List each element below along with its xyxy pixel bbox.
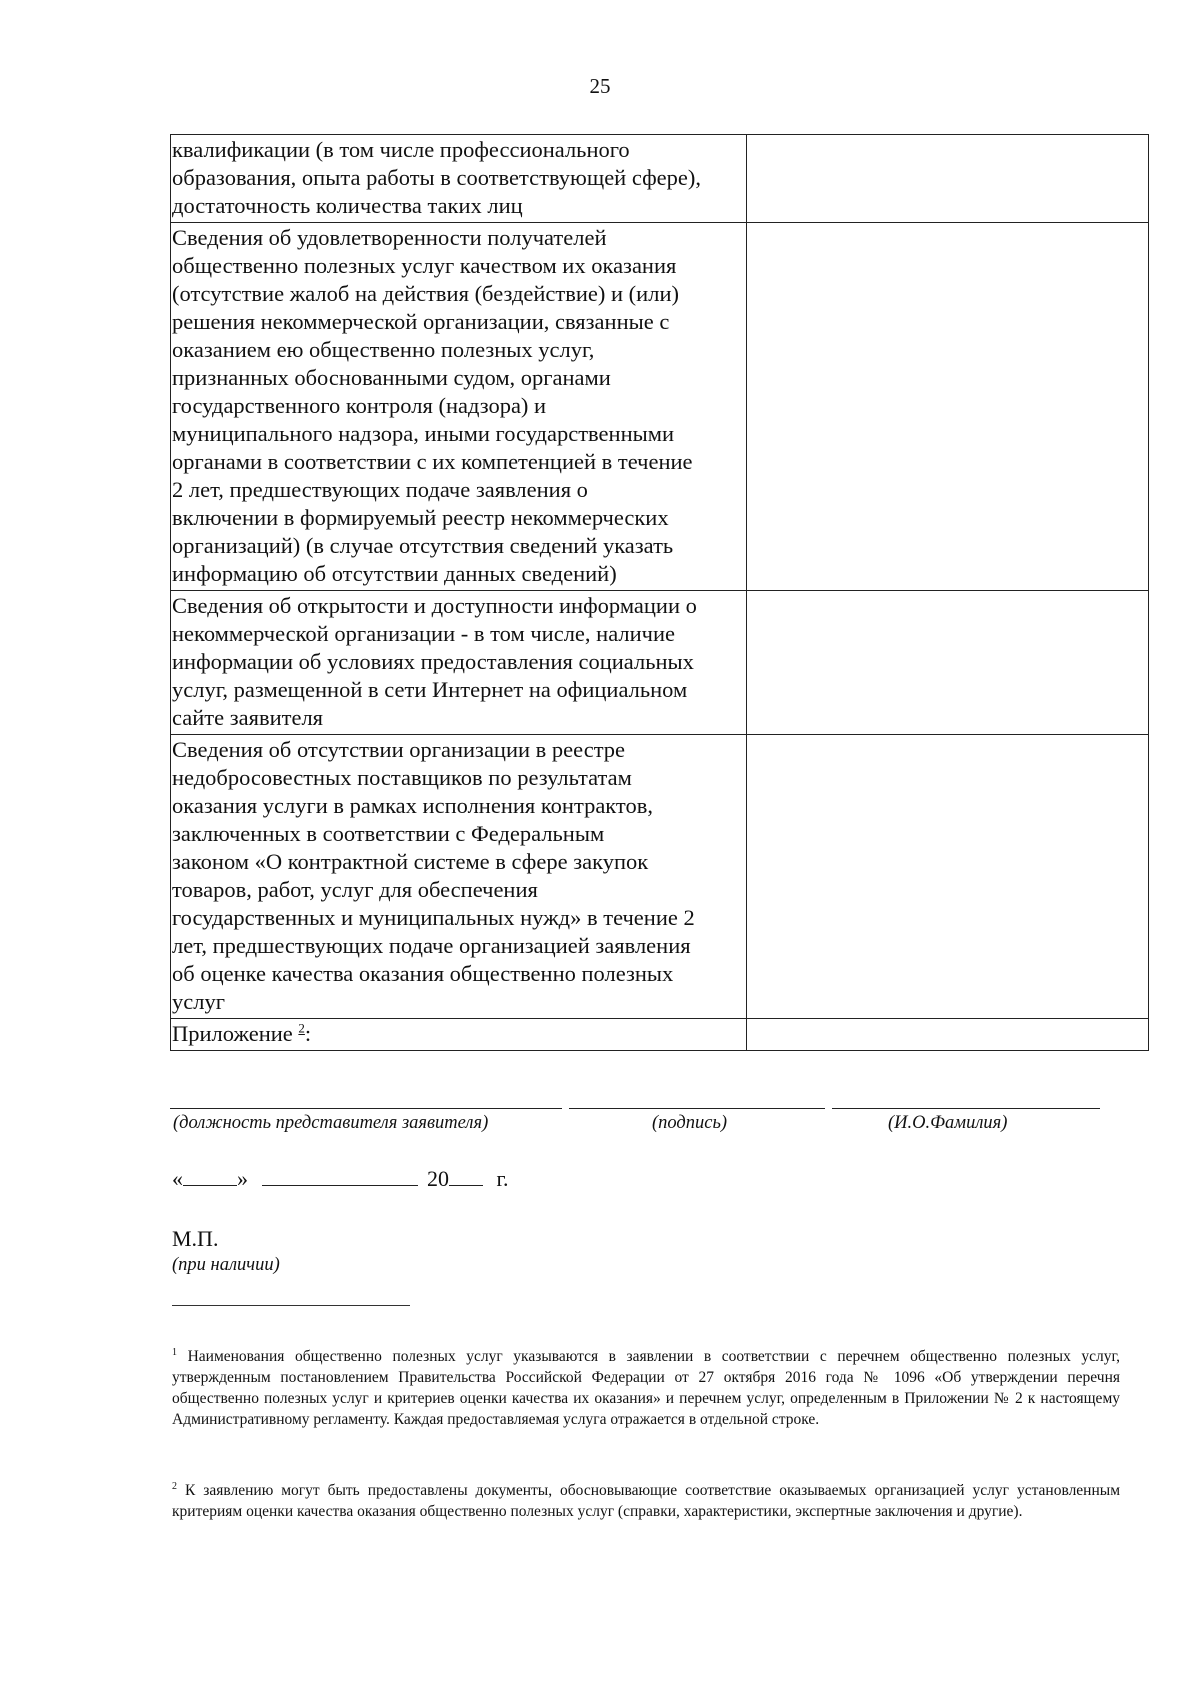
value-cell[interactable] [747,591,1149,735]
attachment-label: Приложение [172,1021,299,1046]
criterion-text: Сведения об отсутствии организации в реестре недобросовестных поставщиков по результатам оказания услуги в рамках исполнения контрактов, заключенных в соответствии с Федеральным законом «О контрактной системе в сфере закупок товаров, работ, услуг для обеспечения государственных и муниципальных нужд» в течение 2 лет, предшествующих подаче организацией заявления об оценке качества оказания общественно полезных услуг [172,737,695,1014]
criterion-cell [171,591,747,735]
criterion-cell [171,735,747,1019]
criterion-cell [171,223,747,591]
day-blank[interactable] [183,1167,237,1186]
year-suffix: г. [496,1166,509,1191]
date-row [172,1166,509,1192]
footnote-ref[interactable]: 2 [298,1020,305,1036]
signature-caption: (подпись) [652,1113,728,1133]
position-caption: (должность представителя заявителя) [173,1113,489,1133]
close-quote: » [237,1166,248,1191]
criteria-table [170,134,1149,1051]
criterion-text: Сведения об открытости и доступности информации о некоммерческой организации - в том числе, наличие информации об условиях предоставления социальных услуг, размещенной в сети Интернет на официальном сайте заявителя [172,593,697,730]
criterion-text: Сведения об удовлетворенности получателей общественно полезных услуг качеством их оказания (отсутствие жалоб на действия (бездействие) и (или) решения некоммерческой организации, связанные с оказанием ею общественно полезных услуг, признанных обоснованными судом, органами государственного контроля (надзора) и муниципального надзора, иными государственными органами в соответствии с их компетенцией в течение 2 лет, предшествующих подаче заявления о включении в формируемый реестр некоммерческих организаций) (в случае отсутствия сведений указать информацию об отсутствии данных сведений) [172,225,693,586]
value-cell[interactable] [747,1019,1149,1051]
footnote-divider [172,1305,410,1306]
footnote-mark: 1 [172,1347,177,1358]
criterion-cell [171,135,747,223]
table-row [171,223,1149,591]
table-row [171,135,1149,223]
attachment-cell [171,1019,747,1051]
table-row [171,735,1149,1019]
value-cell[interactable] [747,735,1149,1019]
month-blank[interactable] [262,1167,418,1186]
signature-line [569,1108,825,1109]
year-blank[interactable] [449,1167,483,1186]
footnote-2 [172,1476,1120,1522]
open-quote: « [172,1166,183,1191]
table-row [171,1019,1149,1051]
footnote-mark: 2 [172,1481,177,1492]
position-line [170,1108,562,1109]
stamp-note: (при наличии) [172,1255,280,1275]
attachment-colon: : [304,1021,312,1046]
footnote-1 [172,1342,1120,1430]
page-number: 25 [589,74,611,98]
value-cell[interactable] [747,223,1149,591]
name-line [832,1108,1100,1109]
year-prefix: 20 [427,1166,449,1191]
value-cell[interactable] [747,135,1149,223]
criterion-text: квалификации (в том числе профессионального образования, опыта работы в соответствующей сфере), достаточность количества таких лиц [172,137,702,218]
table-row [171,591,1149,735]
name-caption: (И.О.Фамилия) [888,1113,1008,1133]
footnote-text: Наименования общественно полезных услуг указываются в заявлении в соответствии с перечнем общественно полезных услуг, утвержденным постановлением Правительства Российской Федерации от 27 октября 2016 года № 1096 «Об утверждении перечня общественно полезных услуг и критериев оценки качества их оказания» и перечнем услуг, определенным в Приложении № 2 к настоящему Административному регламенту. Каждая предоставляемая услуга отражается в отдельной строке. [172,1348,1121,1429]
footnote-text: К заявлению могут быть предоставлены документы, обосновывающие соответствие оказываемых организацией услуг установленным критериям оценки качества оказания общественно полезных услуг (справки, характеристики, экспертные заключения и другие). [172,1482,1120,1521]
stamp-label: М.П. [172,1226,219,1251]
